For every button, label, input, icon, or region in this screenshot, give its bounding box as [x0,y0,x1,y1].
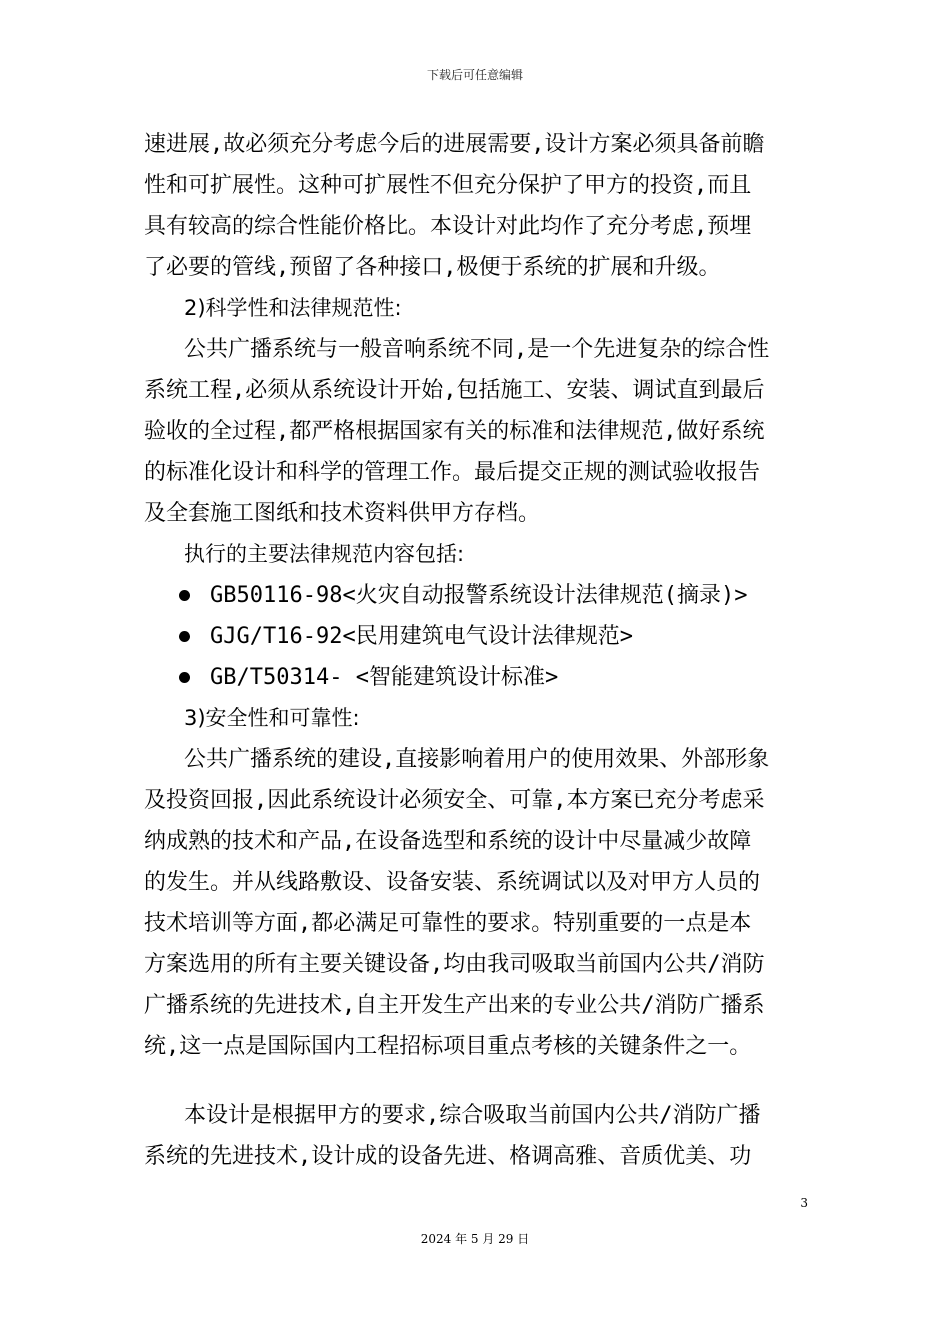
list-item-text: GB50116-98<火灾自动报警系统设计法律规范(摘录)> [210,583,748,608]
section-heading-science: 2)科学性和法律规范性: [184,296,402,320]
text-line: 的发生。并从线路敷设、设备安装、系统调试以及对甲方人员的 [144,870,761,895]
document-body [144,124,814,1177]
list-item [144,657,814,698]
text-line: 本设计是根据甲方的要求,综合吸取当前国内公共/消防广播 [184,1103,761,1128]
bullet-icon [179,631,190,642]
paragraph-spacer [144,1067,814,1095]
list-item [144,575,814,616]
text-line: 及投资回报,因此系统设计必须安全、可靠,本方案已充分考虑采 [144,788,765,813]
bullet-icon [179,672,190,683]
text-line: 系统的先进技术,设计成的设备先进、格调高雅、音质优美、功 [144,1144,752,1169]
page-number: 3 [800,1196,808,1210]
list-item-text: GB/T50314- <智能建筑设计标准> [210,665,559,690]
text-line: 方案选用的所有主要关键设备,均由我司吸取当前国内公共/消防 [144,952,765,977]
page-header: 下载后可任意编辑 [426,68,523,82]
text-line: 验收的全过程,都严格根据国家有关的标准和法律规范,做好系统 [144,419,765,444]
text-line: 技术培训等方面,都必满足可靠性的要求。特别重要的一点是本 [144,911,752,936]
list-item [144,616,814,657]
text-line: 纳成熟的技术和产品,在设备选型和系统的设计中尽量减少故障 [144,829,752,854]
paragraph-safety [144,739,814,1067]
paragraph-design-summary [144,1095,814,1177]
text-line: 公共广播系统与一般音响系统不同,是一个先进复杂的综合性 [184,337,770,362]
paragraph-standards [144,329,814,534]
standards-list [144,575,814,698]
section-heading-executed-standards: 执行的主要法律规范内容包括: [184,542,465,566]
text-line: 广播系统的先进技术,自主开发生产出来的专业公共/消防广播系 [144,993,765,1018]
page-footer-date: 2024 年 5 月 29 日 [420,1232,530,1246]
text-line: 系统工程,必须从系统设计开始,包括施工、安装、调试直到最后 [144,378,765,403]
text-line: 及全套施工图纸和技术资料供甲方存档。 [144,501,541,526]
text-line: 的标准化设计和科学的管理工作。最后提交正规的测试验收报告 [144,460,761,485]
bullet-icon [179,590,190,601]
section-heading-safety: 3)安全性和可靠性: [184,706,360,730]
text-line: 了必要的管线,预留了各种接口,极便于系统的扩展和升级。 [144,255,721,280]
list-item-text: GJG/T16-92<民用建筑电气设计法律规范> [210,624,633,649]
text-line: 速进展,故必须充分考虑今后的进展需要,设计方案必须具备前瞻 [144,132,765,157]
paragraph-scalability [144,124,814,288]
text-line: 具有较高的综合性能价格比。本设计对此均作了充分考虑,预埋 [144,214,752,239]
text-line: 性和可扩展性。这种可扩展性不但充分保护了甲方的投资,而且 [144,173,752,198]
text-line: 统,这一点是国际国内工程招标项目重点考核的关键条件之一。 [144,1034,752,1059]
text-line: 公共广播系统的建设,直接影响着用户的使用效果、外部形象 [184,747,770,772]
